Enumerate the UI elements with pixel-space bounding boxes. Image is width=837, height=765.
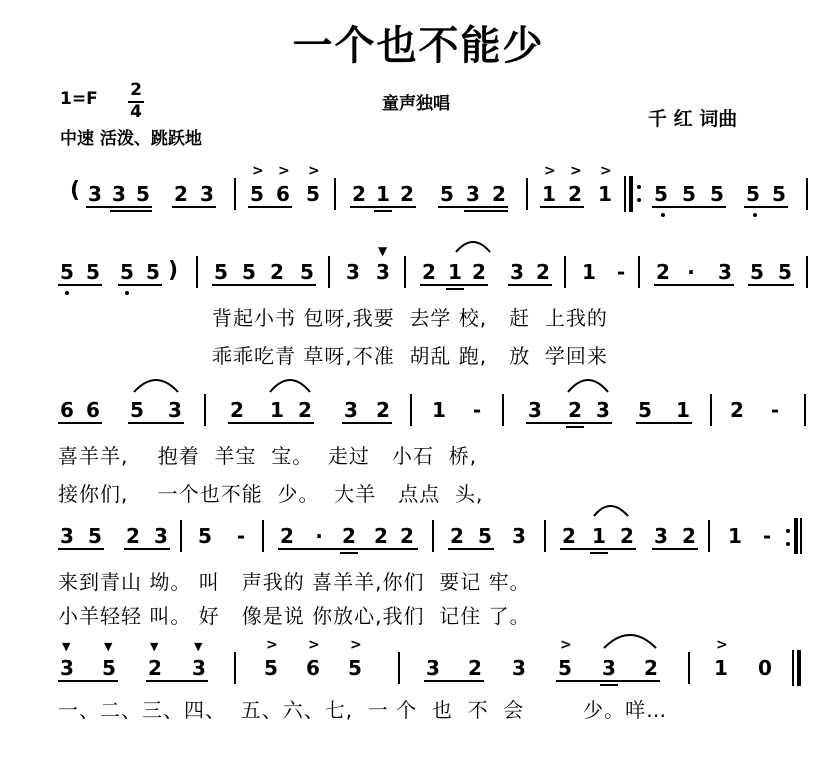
note: 5 — [86, 260, 100, 284]
paren-open: ( — [70, 178, 81, 203]
slur — [568, 380, 608, 392]
note: 2 — [230, 398, 244, 422]
lyrics-verse-2: 小羊轻轻 叫。 好 像是说 你放心,我们 记住 了。 — [58, 604, 531, 628]
staccato-mark: ▼ — [150, 640, 159, 653]
note: 3 — [60, 656, 74, 680]
note: 3 — [718, 260, 732, 284]
note: 5 — [300, 260, 314, 284]
note: 2 — [280, 524, 294, 548]
note: 5 — [710, 182, 724, 206]
note: 1 — [432, 398, 446, 422]
note: 3 — [154, 524, 168, 548]
note: 3 — [88, 182, 102, 206]
note: 2 — [450, 524, 464, 548]
note: 2 — [568, 398, 582, 422]
dash: - — [762, 524, 772, 548]
note: 1 — [676, 398, 690, 422]
note: 1 — [582, 260, 596, 284]
staccato-mark: ▼ — [104, 640, 113, 653]
note: 2 — [682, 524, 696, 548]
note: 1 — [542, 182, 556, 206]
dash: - — [236, 524, 246, 548]
song-title: 一个也不能少 — [292, 23, 545, 69]
note: 2 — [374, 524, 388, 548]
note: 3 — [200, 182, 214, 206]
note: 2 — [730, 398, 744, 422]
dash: - — [770, 398, 780, 422]
lyrics-verse-1: 来到青山 坳。 叫 声我的 喜羊羊,你们 要记 牢。 — [58, 570, 531, 594]
note: 1 — [270, 398, 284, 422]
lyrics-verse-1: 一、二、三、四、 五、六、七, 一 个 也 不 会 少。咩… — [58, 698, 668, 722]
dot-extension: · — [315, 524, 323, 548]
note: 3 — [60, 524, 74, 548]
note: 2 — [644, 656, 658, 680]
slur — [594, 506, 628, 516]
note: 1 — [714, 656, 728, 680]
note: 3 — [346, 260, 360, 284]
note: 5 — [478, 524, 492, 548]
note: 5 — [750, 260, 764, 284]
accent: > — [252, 163, 264, 179]
note: 5 — [772, 182, 786, 206]
note: 2 — [472, 260, 486, 284]
note: 2 — [562, 524, 576, 548]
accent: > — [266, 637, 278, 653]
tempo-marking: 中速 活泼、跳跃地 — [60, 129, 202, 149]
note: 1 — [448, 260, 462, 284]
note: 2 — [148, 656, 162, 680]
key-signature: 1=F — [60, 89, 98, 109]
note: 6 — [306, 656, 320, 680]
lyrics-verse-2: 乖乖吃青 草呀,不准 胡乱 跑, 放 学回来 — [212, 344, 608, 368]
note: 5 — [440, 182, 454, 206]
note: 3 — [426, 656, 440, 680]
note: 2 — [126, 524, 140, 548]
note: 5 — [136, 182, 150, 206]
note: 2 — [270, 260, 284, 284]
note: 5 — [306, 182, 320, 206]
time-signature-top: 2 — [130, 80, 142, 100]
note: 5 — [88, 524, 102, 548]
note: 1 — [598, 182, 612, 206]
note: 2 — [620, 524, 634, 548]
note: 5 — [214, 260, 228, 284]
accent: > — [560, 637, 572, 653]
note: 5 — [102, 656, 116, 680]
note: 2 — [568, 182, 582, 206]
note: 5 — [130, 398, 144, 422]
performance-type: 童声独唱 — [382, 94, 450, 114]
credits: 千 红 词曲 — [648, 108, 738, 130]
accent: > — [570, 163, 582, 179]
paren-close: ) — [167, 258, 179, 283]
note: 5 — [778, 260, 792, 284]
note: 3 — [512, 524, 526, 548]
note: 5 — [250, 182, 264, 206]
note: 2 — [422, 260, 436, 284]
note: 5 — [558, 656, 572, 680]
slur — [270, 380, 310, 392]
slur — [456, 242, 490, 252]
accent: > — [600, 163, 612, 179]
note: 3 — [512, 656, 526, 680]
note: 3 — [510, 260, 524, 284]
staccato-mark: ▼ — [62, 640, 71, 653]
lyrics-verse-1: 喜羊羊, 抱着 羊宝 宝。 走过 小石 桥, — [58, 444, 478, 468]
dash: - — [616, 260, 626, 284]
slur — [134, 380, 178, 392]
note: 1 — [592, 524, 606, 548]
accent: > — [350, 637, 362, 653]
note: 5 — [242, 260, 256, 284]
lyrics-verse-1: 背起小书 包呀,我要 去学 校, 赶 上我的 — [212, 306, 608, 330]
rest: 0 — [758, 656, 772, 680]
staccato-mark: ▼ — [378, 244, 388, 258]
note: 5 — [654, 182, 668, 206]
note: 5 — [682, 182, 696, 206]
note: 2 — [492, 182, 506, 206]
note: 2 — [352, 182, 366, 206]
accent: > — [716, 637, 728, 653]
note: 1 — [376, 182, 390, 206]
note: 3 — [602, 656, 616, 680]
note: 2 — [174, 182, 188, 206]
note: 5 — [264, 656, 278, 680]
note: 1 — [728, 524, 742, 548]
note: 2 — [376, 398, 390, 422]
note: 3 — [376, 260, 390, 284]
accent: > — [278, 163, 290, 179]
note: 2 — [342, 524, 356, 548]
note: 3 — [112, 182, 126, 206]
slur — [604, 635, 656, 648]
dot-extension: · — [687, 260, 695, 284]
note: 2 — [536, 260, 550, 284]
lyrics-verse-2: 接你们, 一个也不能 少。 大羊 点点 头, — [58, 482, 484, 506]
note: 2 — [656, 260, 670, 284]
staccato-mark: ▼ — [194, 640, 203, 653]
note: 2 — [400, 182, 414, 206]
note: 6 — [86, 398, 100, 422]
note: 5 — [146, 260, 160, 284]
note: 5 — [198, 524, 212, 548]
note: 5 — [348, 656, 362, 680]
accent: > — [308, 163, 320, 179]
accent: > — [308, 637, 320, 653]
note: 3 — [654, 524, 668, 548]
note: 6 — [60, 398, 74, 422]
note: 5 — [60, 260, 74, 284]
note: 2 — [468, 656, 482, 680]
note: 3 — [192, 656, 206, 680]
note: 5 — [120, 260, 134, 284]
note: 6 — [276, 182, 290, 206]
accent: > — [544, 163, 556, 179]
note: 5 — [638, 398, 652, 422]
note: 3 — [596, 398, 610, 422]
note: 2 — [298, 398, 312, 422]
time-signature-bottom: 4 — [130, 102, 142, 122]
note: 3 — [466, 182, 480, 206]
note: 2 — [400, 524, 414, 548]
dash: - — [472, 398, 482, 422]
note: 5 — [746, 182, 760, 206]
note: 3 — [168, 398, 182, 422]
note: 3 — [344, 398, 358, 422]
note: 3 — [528, 398, 542, 422]
